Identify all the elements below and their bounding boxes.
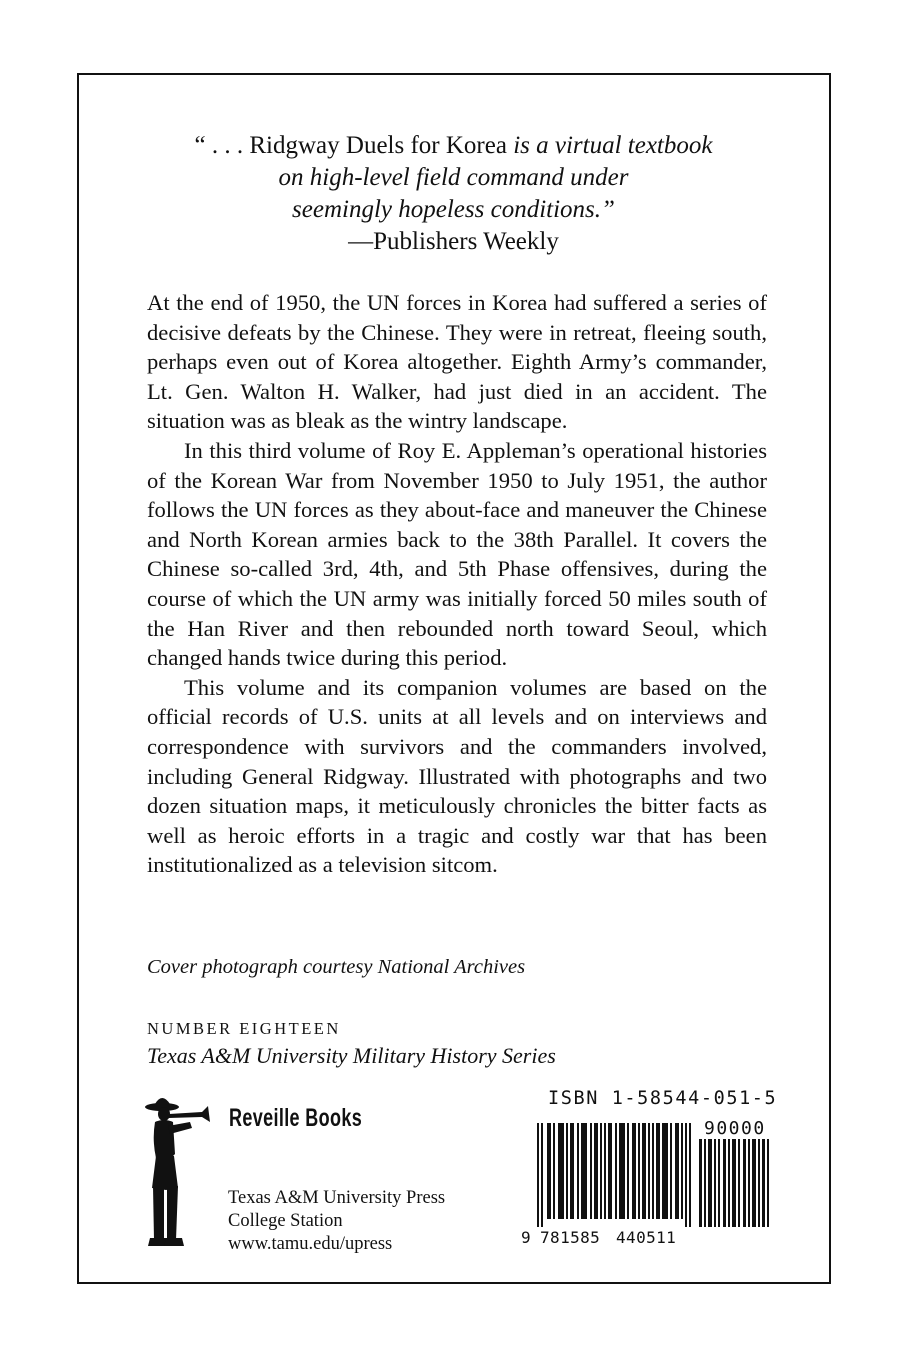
barcode-bar bbox=[648, 1123, 650, 1219]
cover-photo-credit: Cover photograph courtesy National Archives bbox=[147, 956, 526, 978]
barcode-bar bbox=[581, 1123, 587, 1219]
barcode-bar bbox=[738, 1139, 740, 1227]
quote-line-1 bbox=[0, 130, 907, 162]
ean-left-digits: 781585 bbox=[540, 1228, 601, 1247]
publisher-info bbox=[228, 1187, 445, 1256]
barcode-bar bbox=[728, 1139, 730, 1227]
quote-text-3: seemingly hopeless conditions.” bbox=[292, 196, 615, 223]
barcode-bar bbox=[662, 1123, 668, 1219]
quote-text-2: on high-level field command under bbox=[278, 164, 629, 191]
barcode-bar bbox=[743, 1139, 746, 1227]
quote-open-mark: “ . . . bbox=[194, 132, 244, 159]
barcode-bar bbox=[670, 1123, 672, 1219]
barcode-bar bbox=[632, 1123, 636, 1219]
quote-book-title: Ridgway Duels for Korea bbox=[249, 132, 507, 159]
ean-first-digit: 9 bbox=[521, 1228, 531, 1247]
barcode-bar bbox=[558, 1123, 564, 1219]
barcode-bar bbox=[642, 1123, 646, 1219]
barcode-bar bbox=[537, 1123, 539, 1227]
barcode-bar bbox=[718, 1139, 720, 1227]
barcode-bar bbox=[708, 1139, 712, 1227]
series-number: NUMBER EIGHTEEN bbox=[147, 1019, 341, 1038]
ean-barcode bbox=[537, 1123, 693, 1227]
publisher-name: Texas A&M University Press bbox=[228, 1188, 446, 1208]
barcode-bar bbox=[767, 1139, 769, 1227]
barcode-bar bbox=[689, 1123, 691, 1227]
barcode-bar bbox=[570, 1123, 574, 1219]
review-quote bbox=[0, 130, 907, 258]
barcode-bar bbox=[594, 1123, 598, 1219]
book-description bbox=[147, 288, 767, 880]
publisher-url: www.tamu.edu/upress bbox=[228, 1234, 393, 1254]
imprint-logo: Reveille Books bbox=[229, 1104, 363, 1132]
barcode-bar bbox=[714, 1139, 716, 1227]
series-name: Texas A&M University Military History Series bbox=[147, 1043, 556, 1068]
barcode-bar bbox=[547, 1123, 551, 1219]
barcode-bar bbox=[566, 1123, 568, 1219]
barcode-bar bbox=[762, 1139, 765, 1227]
bugler-logo-icon bbox=[140, 1092, 220, 1252]
barcode-bar bbox=[577, 1123, 579, 1219]
barcode-bar bbox=[652, 1123, 654, 1219]
barcode-addon bbox=[699, 1139, 779, 1227]
barcode-bar bbox=[615, 1123, 617, 1219]
isbn-number: ISBN 1-58544-051-5 bbox=[548, 1088, 778, 1109]
barcode-bar bbox=[748, 1139, 750, 1227]
barcode-bar bbox=[600, 1123, 602, 1219]
barcode-bar bbox=[619, 1123, 625, 1219]
barcode-bar bbox=[723, 1139, 726, 1227]
ean-right-digits: 440511 bbox=[616, 1228, 677, 1247]
barcode-bar bbox=[590, 1123, 592, 1219]
description-paragraph-1: At the end of 1950, the UN forces in Korea had suffered a series of decisive defeats by the Chinese. They were in retreat, fleeing south, perhaps even out of Korea altogether. Eighth Army’s commander, Lt. Gen. Walton H. Walker, had just died in an accident. The situation was as bleak as the wintry landscape. bbox=[147, 290, 767, 434]
barcode-bar bbox=[752, 1139, 756, 1227]
barcode-bar bbox=[553, 1123, 555, 1219]
publisher-city: College Station bbox=[228, 1211, 343, 1231]
description-paragraph-2: In this third volume of Roy E. Appleman’s operational histories of the Korean War from November 1950 to July 1951, the author follows the UN forces as they about-face and maneuver the Chinese and North Korean armies back to the 38th Parallel. It covers the Chinese so-called 3rd, 4th, and 5th Phase offensives, during the course of which the UN army was initially forced 50 miles south of the Han River and then rebounded north toward Seoul, which changed hands twice during this period. bbox=[147, 437, 767, 671]
barcode-bar bbox=[685, 1123, 687, 1227]
barcode-bar bbox=[681, 1123, 683, 1219]
barcode-bar bbox=[675, 1123, 679, 1219]
quote-attribution: —Publishers Weekly bbox=[348, 228, 559, 255]
barcode-bar bbox=[627, 1123, 629, 1219]
barcode-bar bbox=[699, 1139, 702, 1227]
barcode-bar bbox=[656, 1123, 660, 1219]
quote-text-1: is a virtual textbook bbox=[513, 132, 713, 159]
barcode-bar bbox=[638, 1123, 640, 1219]
barcode-bar bbox=[758, 1139, 760, 1227]
barcode-bar bbox=[608, 1123, 612, 1219]
barcode-bar bbox=[604, 1123, 606, 1219]
barcode-bar bbox=[732, 1139, 736, 1227]
description-paragraph-3: This volume and its companion volumes are based on the official records of U.S. units at all levels and on interviews and correspondence with survivors and the commanders involved, including General Ridgway. Illustrated with photographs and two dozen situation maps, it meticulously chronicles the bitter facts as well as heroic efforts in a tragic and costly war that has been institutionalized as a television sitcom. bbox=[147, 674, 767, 878]
barcode-addon-digits: 90000 bbox=[704, 1118, 766, 1139]
barcode-bar bbox=[704, 1139, 706, 1227]
barcode-bar bbox=[541, 1123, 543, 1227]
